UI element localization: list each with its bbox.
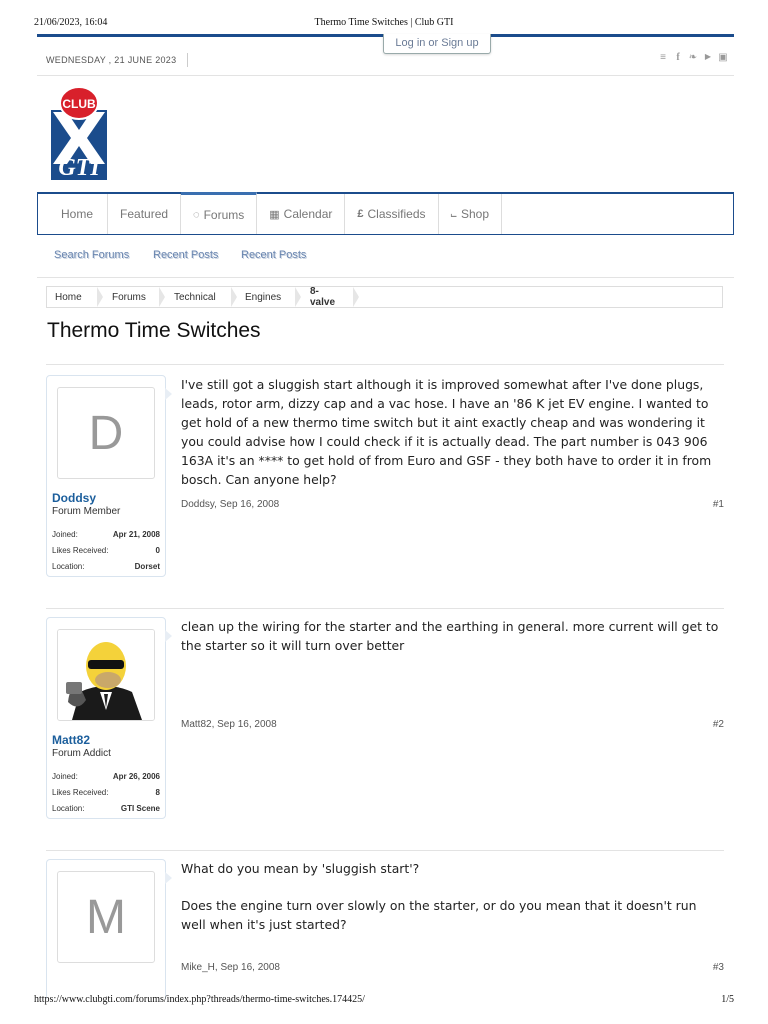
avatar-image (58, 630, 154, 720)
breadcrumb-8-valve[interactable]: 8-valve (295, 287, 353, 307)
facebook-icon[interactable]: f (676, 52, 680, 63)
post-author-date[interactable]: Doddsy, Sep 16, 2008 (181, 499, 280, 510)
breadcrumb-forums[interactable]: Forums (97, 287, 159, 307)
stat-label: Location: (52, 804, 85, 813)
user-title: Forum Addict (52, 748, 111, 759)
current-date: WEDNESDAY , 21 JUNE 2023 (46, 55, 177, 65)
youtube-icon[interactable]: ▶ (704, 52, 712, 61)
nav-shop[interactable] (439, 194, 502, 234)
avatar[interactable]: D (57, 387, 155, 479)
post-author-date[interactable]: Mike_H, Sep 16, 2008 (181, 962, 280, 973)
club-gti-logo[interactable] (50, 86, 108, 180)
post-number[interactable]: #1 (712, 499, 724, 510)
logo-gti-text: GTI (58, 155, 100, 180)
page-title: Thermo Time Switches (47, 319, 261, 342)
nav-featured-label: Featured (120, 207, 169, 221)
stat-value: 0 (155, 546, 160, 555)
username[interactable]: Doddsy (52, 491, 97, 505)
breadcrumb (46, 286, 723, 308)
print-title: Thermo Time Switches | Club GTI (314, 17, 454, 28)
twitter-icon[interactable]: ❧ (688, 52, 698, 63)
main-navigation (37, 192, 734, 235)
stat-value: 8 (155, 788, 160, 797)
forum-subnav (37, 236, 734, 278)
logo-club-text: CLUB (62, 97, 96, 111)
cart-icon: ⨽ (450, 207, 457, 220)
stat-value: Dorset (134, 562, 160, 571)
avatar[interactable] (57, 629, 155, 721)
pound-icon: £ (357, 208, 364, 220)
nav-featured[interactable] (108, 194, 181, 234)
post-3 (46, 850, 724, 990)
subnav-recent-posts[interactable]: Recent Posts (153, 249, 219, 261)
breadcrumb-engines[interactable]: Engines (231, 287, 295, 307)
post-divider (46, 608, 724, 609)
user-card (46, 375, 166, 577)
nav-home-label: Home (61, 207, 94, 221)
breadcrumb-home[interactable]: Home (47, 287, 97, 307)
message-paragraph: Does the engine turn over slowly on the starter, or do you mean that it doesn't run well when it's just started? (181, 898, 697, 932)
subnav-search-forums[interactable]: Search Forums (54, 249, 130, 261)
nav-classifieds-label: Classifieds (367, 207, 426, 221)
stat-value: Apr 21, 2008 (112, 530, 160, 539)
title-divider (46, 364, 724, 365)
user-card (46, 617, 166, 819)
post-meta (181, 719, 724, 730)
stat-label: Joined: (52, 772, 78, 781)
user-title: Forum Member (52, 506, 121, 517)
message-body (181, 375, 724, 507)
post-number[interactable]: #3 (712, 962, 724, 973)
stat-label: Likes Received: (52, 788, 109, 797)
nav-calendar[interactable] (257, 194, 345, 234)
post-number[interactable]: #2 (712, 719, 724, 730)
comments-icon: ◌ (193, 208, 200, 221)
print-timestamp: 21/06/2023, 16:04 (34, 17, 108, 28)
nav-shop-label: Shop (460, 207, 489, 221)
message-paragraph: I've still got a sluggish start although it is improved somewhat after I've done plugs, leads, rotor arm, dizzy cap and a vac hose. I have an '86 K jet EV engine. I wanted to get hold of a new thermo time switch but it aint exactly cheap and was wondering it you could advise how I could check if it is actually dead. The part number is 043 906 163A it's an **** to get hold of from Euro and GSF - they both have to order it in from bosch. Can anyone help? (181, 377, 712, 487)
stat-label: Joined: (52, 530, 78, 539)
login-signup-button[interactable]: Log in or Sign up (383, 34, 491, 54)
stat-label: Location: (52, 562, 85, 571)
print-url: https://www.clubgti.com/forums/index.php?threads/thermo-time-switches.174425/ (34, 994, 365, 1005)
message-paragraph: What do you mean by 'sluggish start'? (181, 861, 420, 876)
nav-forums-label: Forums (203, 207, 245, 222)
breadcrumb-technical[interactable]: Technical (159, 287, 231, 307)
post-meta (181, 962, 724, 973)
user-card (46, 859, 166, 999)
print-page-number: 1/5 (721, 994, 734, 1005)
rss-icon[interactable]: ≡ (660, 52, 666, 63)
message-body (181, 617, 724, 673)
nav-classifieds[interactable] (345, 194, 438, 234)
nav-forums[interactable] (181, 192, 257, 234)
user-stats (52, 530, 160, 571)
social-links (658, 52, 728, 63)
message-paragraph: clean up the wiring for the starter and the earthing in general. more current will get to the starter so it will turn over better (181, 619, 719, 653)
calendar-icon: ▦ (269, 208, 280, 221)
date-divider (187, 53, 188, 67)
instagram-icon[interactable]: ▣ (718, 52, 728, 63)
nav-calendar-label: Calendar (283, 207, 333, 221)
stat-value: GTI Scene (120, 804, 160, 813)
post-author-date[interactable]: Matt82, Sep 16, 2008 (181, 719, 277, 730)
avatar[interactable]: M (57, 871, 155, 963)
post-2 (46, 608, 724, 848)
post-divider (46, 850, 724, 851)
stat-label: Likes Received: (52, 546, 109, 555)
post-meta (181, 499, 724, 510)
post-1 (46, 366, 724, 606)
message-body (181, 859, 724, 952)
date-bar (37, 40, 734, 76)
stat-value: Apr 26, 2006 (112, 772, 160, 781)
user-stats (52, 772, 160, 813)
username[interactable]: Matt82 (52, 733, 91, 747)
print-header (0, 0, 768, 34)
nav-home[interactable] (38, 194, 108, 234)
subnav-recent-posts-2[interactable]: Recent Posts (241, 249, 307, 261)
